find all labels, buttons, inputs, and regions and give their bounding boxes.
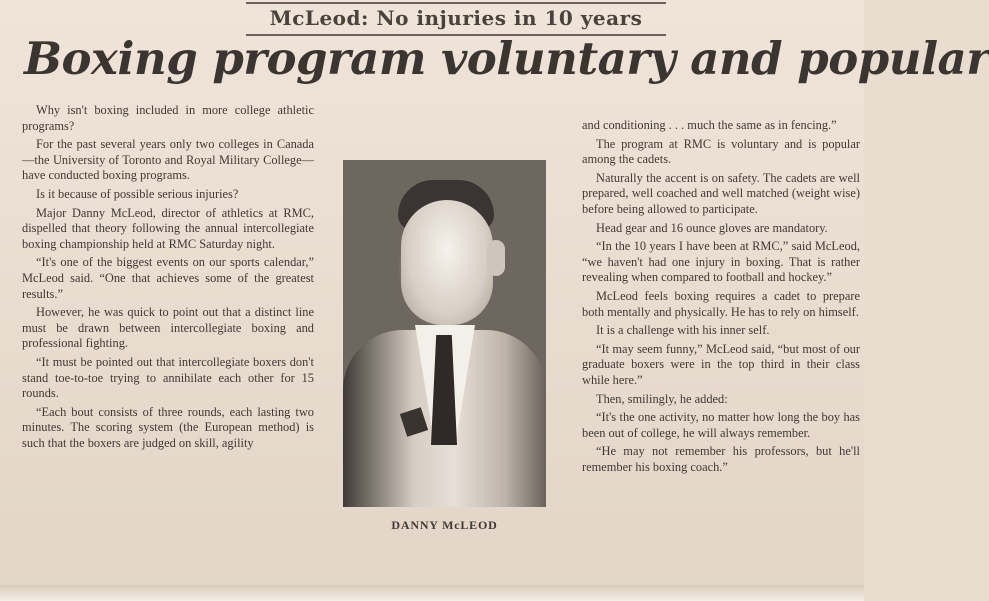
paragraph: “It may seem funny,” McLeod said, “but most of our graduate boxers were in the top third in their class while here.” — [582, 341, 860, 387]
paragraph: It is a challenge with his inner self. — [596, 323, 770, 338]
paragraph: “It's the one activity, no matter how long the boy has been out of college, he will always remember. — [582, 410, 860, 440]
paragraph: Is it because of possible serious injuries? — [36, 186, 239, 201]
portrait-photo — [343, 160, 546, 507]
main-headline: Boxing program voluntary and popular — [24, 32, 989, 85]
paragraph: “It must be pointed out that intercollegiate boxers don't stand toe-to-toe trying to annihilate each other for 15 rounds. — [22, 354, 314, 401]
paragraph: and conditioning . . . much the same as in fencing.” — [582, 118, 837, 132]
paragraph: Why isn't boxing included in more college athletic programs? — [22, 103, 314, 133]
paragraph: For the past several years only two colleges in Canada—the University of Toronto and Royal Military College—have conducted boxing programs. — [22, 137, 314, 183]
paragraph: “He may not remember his professors, but he'll remember his boxing coach.” — [582, 444, 860, 474]
paragraph: McLeod feels boxing requires a cadet to prepare both mentally and physically. He has to rely on himself. — [582, 288, 860, 319]
photo-caption: DANNY McLEOD — [391, 518, 498, 532]
photo-face — [401, 200, 493, 325]
photo-ear — [487, 240, 505, 276]
article-column-3 — [582, 118, 860, 478]
paragraph: “It's one of the biggest events on our sports calendar,” McLeod said. “One that achieves some of the greatest results.” — [22, 255, 314, 301]
clipping-edge — [0, 585, 864, 601]
paragraph: “In the 10 years I have been at RMC,” said McLeod, “we haven't had one injury in boxing. That is rather revealing when compared to football and hockey.” — [582, 239, 860, 285]
paragraph: Naturally the accent is on safety. The cadets are well prepared, well coached and well matched (weight wise) before being allowed to participate. — [582, 170, 860, 216]
paragraph: Head gear and 16 ounce gloves are mandatory. — [596, 220, 828, 235]
paragraph: Then, smilingly, he added: — [596, 391, 728, 406]
paragraph: Major Danny McLeod, director of athletics at RMC, dispelled that theory following the annual intercollegiate boxing championship held at RMC Saturday night. — [22, 205, 314, 251]
paragraph: “Each bout consists of three rounds, each lasting two minutes. The scoring system (the European method) is such that the boxers are judged on skill, agility — [22, 404, 314, 450]
kicker-headline: McLeod: No injuries in 10 years — [246, 2, 666, 36]
paragraph: The program at RMC is voluntary and is popular among the cadets. — [582, 136, 860, 167]
article-column-1 — [22, 103, 314, 454]
paragraph: However, he was quick to point out that a distinct line must be drawn between intercollegiate boxing and professional fighting. — [22, 305, 314, 351]
